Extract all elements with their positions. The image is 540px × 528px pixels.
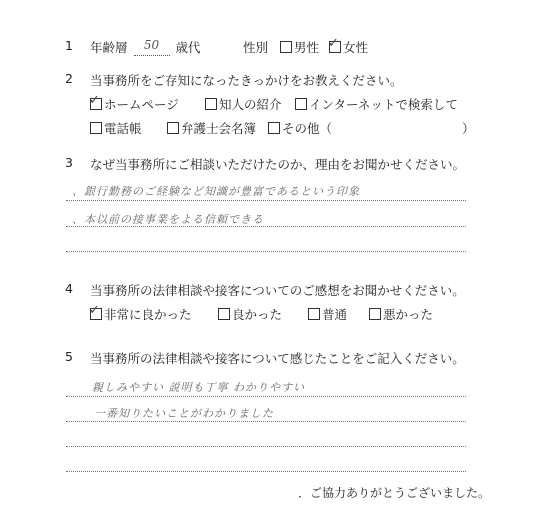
- referral-checkbox[interactable]: [205, 98, 217, 110]
- very-good-check-mark: ✓: [89, 303, 100, 318]
- q3-number: 3: [65, 155, 73, 170]
- q2-option-other[interactable]: その他（: [268, 119, 332, 137]
- male-label: 男性: [294, 40, 320, 55]
- good-checkbox[interactable]: [218, 308, 230, 320]
- q5-rule-1: [66, 396, 466, 397]
- q5-rule-3: [66, 446, 466, 447]
- q3-answer-line-1: 、銀行勤務のご経験など知識が豊富であるという印象: [72, 185, 360, 198]
- q4-option-very-good[interactable]: ✓ 非常に良かった: [89, 303, 192, 322]
- q5-rule-2: [66, 421, 466, 422]
- bar-directory-checkbox[interactable]: [167, 122, 179, 134]
- average-checkbox[interactable]: [308, 308, 320, 320]
- q2-question: 当事務所をご存知になったきっかけをお教えください。: [90, 73, 403, 88]
- phonebook-checkbox[interactable]: [90, 122, 102, 134]
- q2-option-bar-directory[interactable]: 弁護士会名簿: [167, 119, 256, 137]
- gender-group: [243, 38, 368, 56]
- q1-number: 1: [65, 38, 73, 53]
- q4-number: 4: [65, 281, 73, 296]
- bad-checkbox[interactable]: [369, 308, 381, 320]
- very-good-checkbox[interactable]: [89, 303, 102, 320]
- female-check-mark: ✓: [328, 36, 339, 51]
- q2-other-close: ）: [462, 121, 475, 136]
- q4-option-good[interactable]: 良かった: [218, 305, 282, 323]
- age-value: 50: [143, 38, 160, 52]
- q3-question: なぜ当事務所にご相談いただけたのか、理由をお聞かせください。: [90, 157, 466, 172]
- q3-rule-2: [66, 226, 466, 227]
- gender-label: 性別: [243, 40, 269, 55]
- q5-question: 当事務所の法律相談や接客について感じたことをご記入ください。: [90, 351, 465, 366]
- age-label: 年齢層: [90, 40, 128, 55]
- q4-option-bad[interactable]: 悪かった: [369, 305, 433, 323]
- female-label: 女性: [343, 40, 369, 55]
- thank-you-footer: ．ご協力ありがとうございました。: [298, 486, 491, 500]
- q3-answer-line-2: 、本以前の接事業をよる信頼できる: [72, 213, 264, 226]
- q5-number: 5: [65, 349, 73, 364]
- q2-option-phonebook[interactable]: 電話帳: [90, 119, 142, 137]
- q5-rule-4: [66, 471, 466, 472]
- internet-checkbox[interactable]: [295, 98, 307, 110]
- q5-answer-line-2: 一番知りたいことがわかりました: [94, 407, 274, 420]
- female-checkbox[interactable]: [328, 36, 341, 53]
- q2-option-homepage[interactable]: ✓ ホームページ: [89, 93, 179, 112]
- q5-answer-line-1: 親しみやすい 説明も丁寧 わかりやすい: [92, 381, 305, 394]
- q2-option-referral[interactable]: 知人の紹介: [205, 95, 282, 113]
- q2-option-internet[interactable]: インターネットで検索して: [295, 95, 458, 113]
- q3-rule-3: [66, 251, 466, 252]
- age-field[interactable]: [134, 40, 170, 56]
- q3-rule-1: [66, 200, 466, 201]
- q1-row: [90, 38, 201, 56]
- age-suffix: 歳代: [175, 40, 201, 55]
- homepage-checkbox[interactable]: [89, 93, 102, 110]
- q2-number: 2: [65, 71, 73, 86]
- male-checkbox[interactable]: [280, 41, 292, 53]
- q4-question: 当事務所の法律相談や接客についてのご感想をお聞かせください。: [90, 283, 465, 298]
- homepage-check-mark: ✓: [89, 93, 100, 108]
- q4-option-average[interactable]: 普通: [308, 305, 347, 323]
- other-checkbox[interactable]: [268, 122, 280, 134]
